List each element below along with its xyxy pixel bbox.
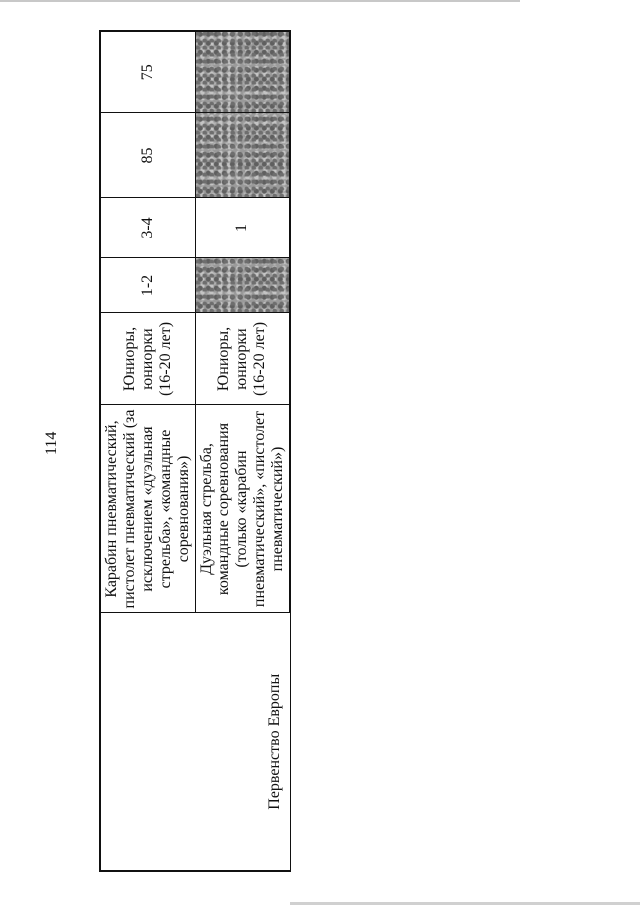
place-cell: 3-4 bbox=[100, 198, 195, 258]
shaded-cell bbox=[195, 258, 290, 313]
rotated-table-wrapper bbox=[99, 32, 287, 872]
disciplines-cell: Дуэльная стрельба, командные соревнования (только «карабин пневматический», «пистолет пневматический») bbox=[195, 405, 290, 613]
place-cell: 75 bbox=[100, 31, 195, 113]
disciplines-cell: Карабин пневматический, пистолет пневматический (за исключением «дуэльная стрельба», «командные соревнования») bbox=[100, 405, 195, 613]
place-cell: 1-2 bbox=[100, 258, 195, 313]
competition-table bbox=[99, 30, 291, 872]
shaded-cell bbox=[195, 31, 290, 113]
age-group-cell: Юниоры, юниорки (16-20 лет) bbox=[100, 313, 195, 405]
event-name-cell: Первенство Европы bbox=[100, 613, 290, 871]
shaded-cell bbox=[195, 113, 290, 198]
page-number: 114 bbox=[43, 431, 60, 455]
place-cell: 1 bbox=[195, 198, 290, 258]
table-row bbox=[100, 31, 195, 871]
place-cell: 85 bbox=[100, 113, 195, 198]
scan-top-edge bbox=[0, 0, 520, 2]
age-group-cell: Юниоры, юниорки (16-20 лет) bbox=[195, 313, 290, 405]
